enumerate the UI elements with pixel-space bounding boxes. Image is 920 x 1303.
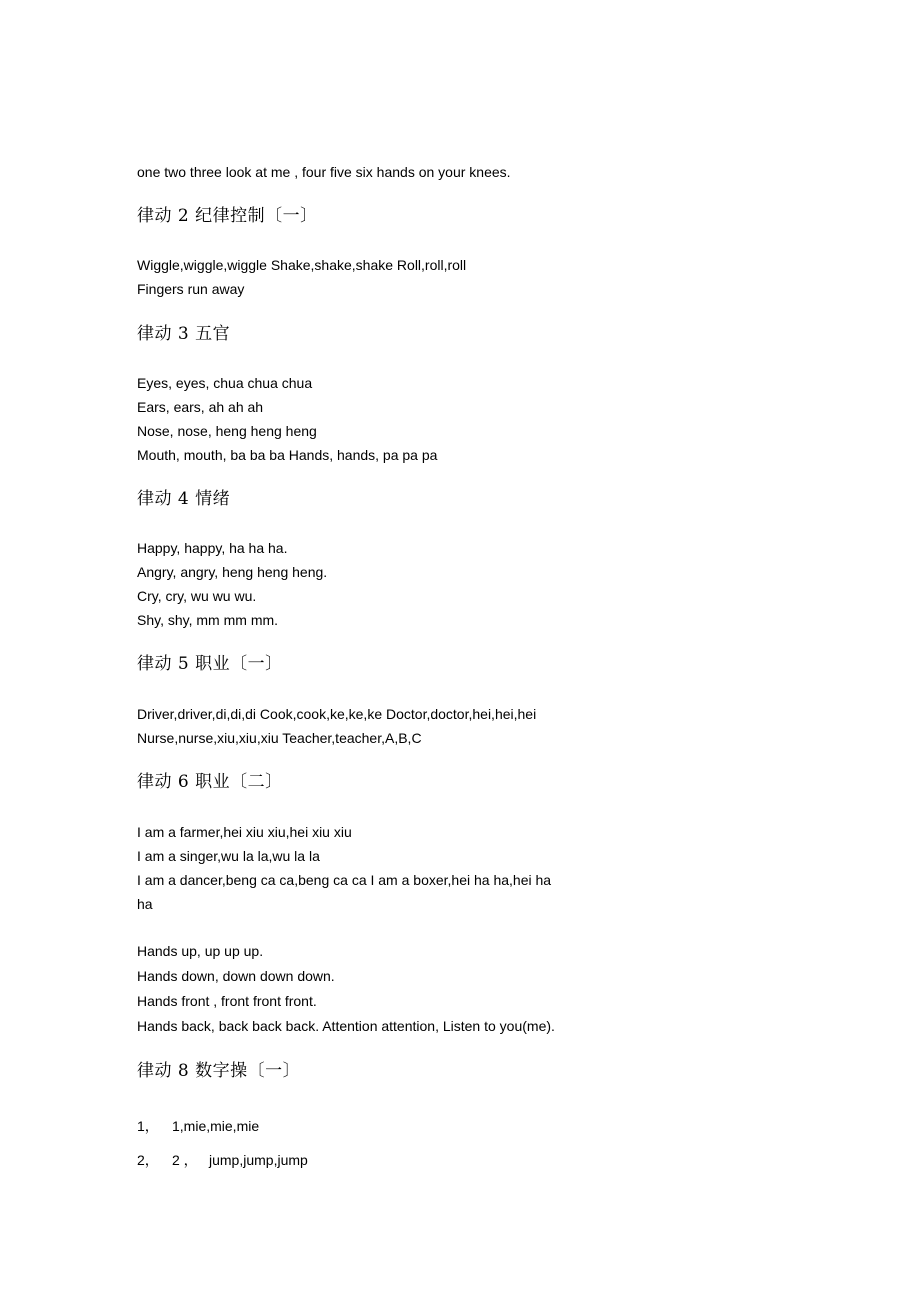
section-3-line-1: Eyes, eyes, chua chua chua (137, 375, 313, 391)
hands-line-1: Hands up, up up up. (137, 943, 264, 959)
section-6-line-1: I am a farmer,hei xiu xiu,hei xiu xiu (137, 824, 352, 840)
section-4-line-2: Angry, angry, heng heng heng. (137, 564, 328, 580)
section-4-line-3: Cry, cry, wu wu wu. (137, 588, 257, 604)
section-heading-2: 律动 2 纪律控制〔一〕 (137, 206, 318, 226)
section-3-line-4: Mouth, mouth, ba ba ba Hands, hands, pa pa pa (137, 447, 438, 463)
numbered-row-1-index: 1， (137, 1118, 159, 1134)
section-2-line-2: Fingers run away (137, 281, 245, 297)
section-heading-6: 律动 6 职业〔二〕 (137, 772, 283, 792)
section-4-line-1: Happy, happy, ha ha ha. (137, 540, 288, 556)
numbered-row-2-middle: 2 ， (172, 1152, 198, 1168)
section-4-line-4: Shy, shy, mm mm mm. (137, 612, 279, 628)
section-6-line-3: I am a dancer,beng ca ca,beng ca ca I am a boxer,hei ha ha,hei ha (137, 872, 552, 888)
section-3-line-2: Ears, ears, ah ah ah (137, 399, 264, 415)
section-heading-8: 律动 8 数字操〔一〕 (137, 1061, 301, 1081)
section-3-line-3: Nose, nose, heng heng heng (137, 423, 317, 439)
hands-line-3: Hands front , front front front. (137, 993, 317, 1009)
numbered-row-2-index: 2， (137, 1152, 159, 1168)
hands-line-4: Hands back, back back back. Attention attention, Listen to you(me). (137, 1018, 555, 1034)
hands-line-2: Hands down, down down down. (137, 968, 335, 984)
section-5-line-2: Nurse,nurse,xiu,xiu,xiu Teacher,teacher,A,B,C (137, 730, 422, 746)
section-heading-5: 律动 5 职业〔一〕 (137, 654, 283, 674)
section-heading-3: 律动 3 五官 (137, 324, 231, 344)
numbered-row-2-text: jump,jump,jump (209, 1152, 308, 1168)
numbered-row-1-text: 1,mie,mie,mie (172, 1118, 260, 1134)
section-2-line-1: Wiggle,wiggle,wiggle Shake,shake,shake Roll,roll,roll (137, 257, 467, 273)
section-6-line-2: I am a singer,wu la la,wu la la (137, 848, 320, 864)
intro-line: one two three look at me , four five six hands on your knees. (137, 164, 511, 180)
section-6-line-4: ha (137, 896, 153, 912)
section-heading-4: 律动 4 情绪 (137, 489, 231, 509)
section-5-line-1: Driver,driver,di,di,di Cook,cook,ke,ke,ke Doctor,doctor,hei,hei,hei (137, 706, 537, 722)
